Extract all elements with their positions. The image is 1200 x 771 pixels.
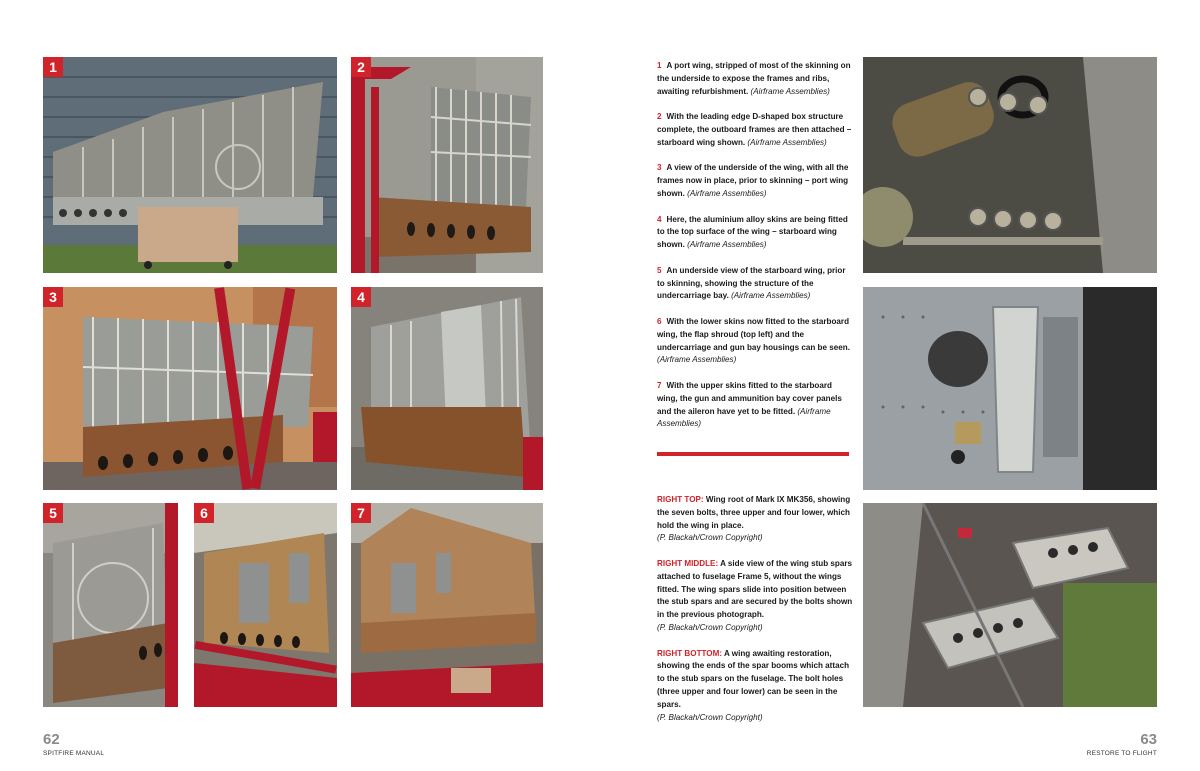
photo-right-middle-image [863,287,1157,490]
caption-6 [657,316,853,367]
caption-credit: (Airframe Assemblies) [657,406,831,429]
caption-number: 7 [657,380,662,390]
caption-3 [657,162,853,200]
caption-label: RIGHT MIDDLE: [657,558,719,568]
caption-text: A side view of the wing stub spars attached to fuselage Frame 5, without the wings fitted. The wing spars slide into position between the stub spars and are secured by the bolts shown in the previous photograph. [657,558,853,620]
photo-6 [194,503,337,707]
caption-credit: (Airframe Assemblies) [747,137,827,147]
caption-number: 1 [657,61,662,70]
photo-2 [351,57,543,273]
photo-7 [351,503,543,707]
caption-2 [657,111,853,149]
caption-label: RIGHT TOP: [657,495,704,504]
photo-2-image [351,57,543,273]
caption-text: With the lower skins now fitted to the starboard wing, the flap shroud (top left) and the undercarriage and gun bay housings can be seen. [657,316,850,352]
page-number-right: 63 [1140,731,1157,748]
photo-1-image [43,57,337,273]
caption-text: An underside view of the starboard wing, prior to skinning, showing the structure of the undercarriage bay. [657,265,846,301]
caption-text: With the leading edge D-shaped box structure complete, the outboard frames are then attached – starboard wing shown. [657,112,852,147]
photo-right-bottom [863,503,1157,707]
caption-credit: (Airframe Assemblies) [657,355,737,365]
caption-credit: (P. Blackah/Crown Copyright) [657,533,763,543]
caption-5 [657,265,853,303]
caption-number: 2 [657,112,662,122]
caption-text: A port wing, stripped of most of the skinning on the underside to expose the frames and ribs, awaiting refurbishment. [657,61,851,96]
photo-1-number: 1 [43,57,63,77]
red-divider-rule [657,452,849,456]
caption-right-middle [657,558,853,635]
photo-7-number: 7 [351,503,371,523]
caption-credit: (Airframe Assemblies) [731,291,811,301]
caption-number: 6 [657,316,662,326]
photo-7-image [351,503,543,707]
caption-7 [657,380,853,431]
photo-5-number: 5 [43,503,63,523]
page-number-left: 62 [43,731,60,748]
caption-number: 3 [657,163,662,173]
caption-text: Here, the aluminium alloy skins are being fitted to the top surface of the wing – starboard wing shown. [657,214,848,250]
caption-text: A view of the underside of the wing, with all the frames now in place, prior to skinning – port wing shown. [657,163,849,198]
photo-3 [43,287,337,490]
photo-5-image [43,503,178,707]
photo-3-image [43,287,337,490]
caption-credit: (P. Blackah/Crown Copyright) [657,622,763,632]
photo-6-image [194,503,337,707]
caption-credit: (Airframe Assemblies) [687,188,767,198]
caption-label: RIGHT BOTTOM: [657,648,723,658]
photo-right-middle [863,287,1157,490]
running-head-right: RESTORE TO FLIGHT [1086,750,1157,757]
photo-4-number: 4 [351,287,371,307]
caption-text: Wing root of Mark IX MK356, showing the seven bolts, three upper and four lower, which hold the wing in place. [657,495,851,530]
caption-1 [657,60,853,98]
numbered-captions [657,60,853,444]
photo-5 [43,503,178,707]
caption-4 [657,214,853,252]
caption-right-top [657,494,853,545]
photo-4-image [351,287,543,490]
caption-credit: (P. Blackah/Crown Copyright) [657,712,763,722]
photo-4 [351,287,543,490]
photo-right-top [863,57,1157,273]
photo-2-number: 2 [351,57,371,77]
caption-credit: (Airframe Assemblies) [750,86,830,96]
right-photo-captions [657,494,853,737]
photo-3-number: 3 [43,287,63,307]
photo-1 [43,57,337,273]
running-head-left: SPITFIRE MANUAL [43,750,105,757]
photo-right-bottom-image [863,503,1157,707]
caption-text: With the upper skins fitted to the starboard wing, the gun and ammunition bay cover panels and the aileron have yet to be fitted. [657,380,842,416]
caption-number: 4 [657,214,662,224]
caption-text: A wing awaiting restoration, showing the ends of the spar booms which attach to the stub spars on the fuselage. The bolt holes (three upper and four lower) can be seen in the spars. [657,648,850,709]
photo-right-top-image [863,57,1157,273]
caption-right-bottom [657,648,853,725]
photo-6-number: 6 [194,503,214,523]
caption-number: 5 [657,265,662,275]
caption-credit: (Airframe Assemblies) [687,240,767,250]
